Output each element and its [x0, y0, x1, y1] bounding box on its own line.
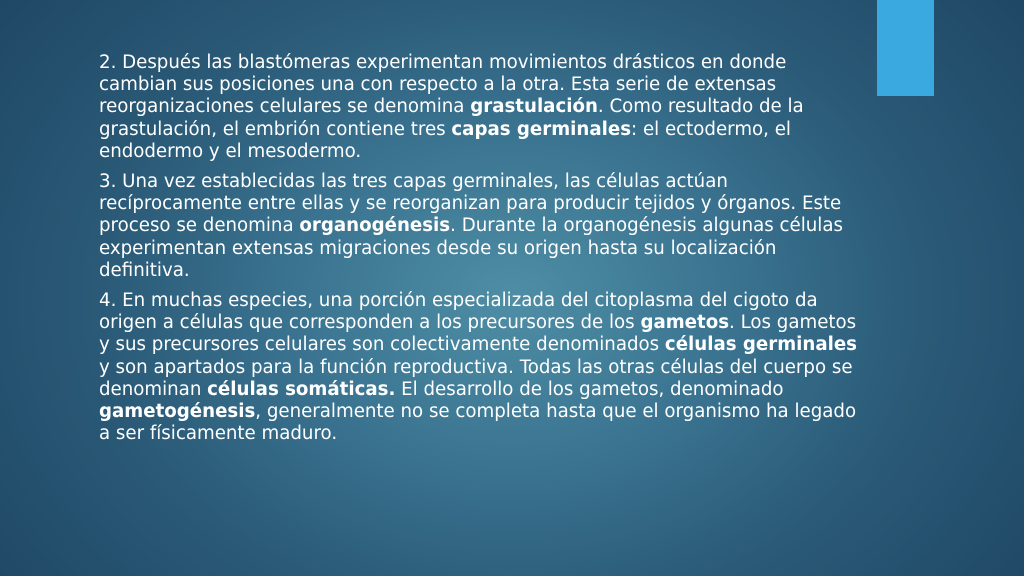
bold-term-celulas-germinales: células germinales [664, 334, 858, 356]
bold-term-organogenesis: organogénesis [299, 215, 451, 237]
text-segment: y son apartados para la función reproductiva. Todas las otras células del cuerpo se denominan [99, 356, 853, 400]
text-segment: 3. Una vez establecidas las tres capas germinales, las células actúan recíprocamente entre ellas y se reorganizan para producir tejidos y órganos. Este proceso se denomina [99, 171, 842, 237]
paragraph-gametes [99, 290, 859, 445]
bold-term-capas-germinales: capas germinales [451, 118, 632, 140]
text-segment: . Durante la organogénesis algunas células experimentan extensas migraciones desde su origen hasta su localización definitiva. [99, 215, 843, 281]
text-segment: 4. En muchas especies, una porción especializada del citoplasma del cigoto da origen a células que corresponden a los precursores de los [99, 290, 818, 334]
text-segment: , generalmente no se completa hasta que el organismo ha legado a ser físicamente maduro. [99, 401, 857, 445]
text-segment: 2. Después las blastómeras experimentan movimientos drásticos en donde cambian sus posiciones una con respecto a la otra. Esta serie de extensas reorganizaciones celulares se denomina [99, 52, 787, 118]
bold-term-celulas-somaticas: células somáticas. [207, 378, 396, 400]
paragraph-organogenesis [99, 171, 859, 282]
text-segment: El desarrollo de los gametos, denominado [395, 378, 784, 400]
bold-term-gametos: gametos [640, 312, 730, 334]
bold-term-gametogenesis: gametogénesis [99, 401, 256, 423]
text-segment: : el ectodermo, el endodermo y el mesodermo. [99, 118, 791, 162]
slide-body [99, 52, 859, 453]
accent-bar [877, 0, 934, 96]
text-segment: . Como resultado de la grastulación, el embrión contiene tres [99, 96, 804, 140]
text-segment: . Los gametos y sus precursores celulares son colectivamente denominados [99, 312, 857, 356]
paragraph-gastrulation [99, 52, 859, 163]
bold-term-grastulacion: grastulación [470, 96, 598, 118]
